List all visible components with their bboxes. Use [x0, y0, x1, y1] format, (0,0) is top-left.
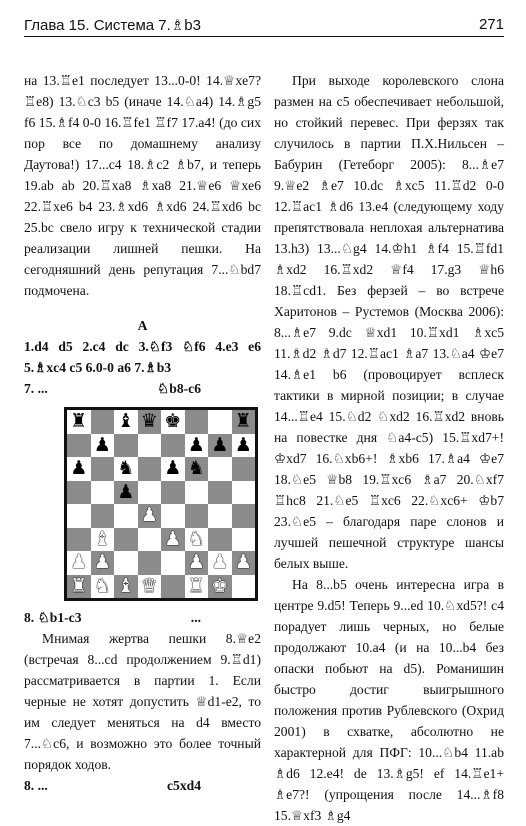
move-8b-row: [24, 775, 261, 796]
black-bishop-icon: ♝: [117, 410, 135, 433]
section-heading: А: [137, 318, 148, 333]
board-square: [138, 434, 162, 458]
board-square: [232, 457, 256, 481]
black-rook-icon: ♜: [70, 410, 88, 433]
board-square: [138, 481, 162, 505]
board-square: [161, 434, 185, 458]
page-header: [24, 8, 504, 37]
move-8-row: [24, 607, 261, 628]
move-8-white: 8. ♘b1-c3: [24, 610, 82, 625]
board-square: [91, 410, 115, 434]
move-8b-black: c5xd4: [167, 778, 201, 793]
white-knight-icon: ♞: [93, 574, 111, 597]
black-pawn-icon: ♟: [211, 433, 229, 456]
board-square: [185, 481, 209, 505]
chess-diagram: [64, 407, 258, 601]
right-column: [274, 70, 504, 826]
white-pawn-icon: ♟: [70, 551, 88, 574]
move-8b-number: 8. ...: [24, 778, 48, 793]
move-7-row: [24, 378, 261, 399]
white-pawn-icon: ♟: [93, 551, 111, 574]
board-square: [67, 481, 91, 505]
board-square: [232, 504, 256, 528]
move-8-black: ...: [190, 610, 201, 625]
board-square: [114, 551, 138, 575]
left-paragraph-1: на 13.♖e1 последует 13...0-0! 14.♕xe7? ♖e8) 13.♘c3 b5 (иначе 14.♘a4) 14.♗g5 f6 15.♗f4 0-0 16.♖fe1 ♖f7 17.a4! (до сих пор все по домашнему анализу Даутова!) 17...c4 18.♗c2 ♗b7, и теперь 19.ab ab 20.♖xa8 ♗xa8 21.♕e6 ♕xe6 22.♖xe6 b4 23.♗xd6 ♗xd6 24.♖xd6 bc 25.bc свело игру к технической стадии реализации лишней пешки. На сегодняшний день репутация 7...♘bd7 подмочена.: [24, 73, 261, 298]
move-7-number: 7. ...: [24, 381, 48, 396]
board-square: [232, 528, 256, 552]
white-pawn-icon: ♟: [164, 527, 182, 550]
board-square: [138, 457, 162, 481]
board-square: [114, 528, 138, 552]
board-square: [138, 528, 162, 552]
board-square: [161, 504, 185, 528]
white-knight-icon: ♞: [187, 527, 205, 550]
black-knight-icon: ♞: [187, 457, 205, 480]
left-column: [24, 70, 261, 796]
white-rook-icon: ♜: [70, 574, 88, 597]
black-pawn-icon: ♟: [187, 433, 205, 456]
board-square: [67, 434, 91, 458]
white-pawn-icon: ♟: [140, 504, 158, 527]
board-square: [91, 504, 115, 528]
opening-main-line: 1.d4 d5 2.c4 dc 3.♘f3 ♘f6 4.e3 e6 5.♗xc4 c5 6.0-0 a6 7.♗b3: [24, 339, 261, 375]
board-square: [208, 410, 232, 434]
white-pawn-icon: ♟: [234, 551, 252, 574]
black-pawn-icon: ♟: [234, 433, 252, 456]
black-queen-icon: ♛: [140, 410, 158, 433]
right-paragraph-2: На 8...b5 очень интересна игра в центре 9.d5! Теперь 9...ed 10.♘xd5?! c4 порадует лишь черных, но белые продолжают 10.a4 (и на 10...b4 без опаски побьют на d5). Романишин быстро достиг выигрышного положения против Рублевского (Охрид 2001) в схватке, абсолютно не характерной для ПФГ: 10...♘b4 11.ab ♗d6 12.e4! de 13.♗g5! ef 14.♖e1+ ♗e7?! (упрощения после 14...♗f8 15.♕xf3 ♗g4: [274, 577, 504, 823]
black-king-icon: ♚: [164, 410, 182, 433]
board-square: [114, 434, 138, 458]
chapter-title: Глава 15. Система 7.♗b3: [24, 17, 201, 34]
white-rook-icon: ♜: [187, 574, 205, 597]
black-pawn-icon: ♟: [93, 433, 111, 456]
board-square: [208, 504, 232, 528]
board-square: [232, 481, 256, 505]
white-bishop-icon: ♝: [117, 574, 135, 597]
board-square: [232, 575, 256, 599]
white-bishop-icon: ♝: [93, 527, 111, 550]
board-square: [91, 481, 115, 505]
black-knight-icon: ♞: [117, 457, 135, 480]
white-king-icon: ♚: [211, 574, 229, 597]
black-pawn-icon: ♟: [117, 480, 135, 503]
white-pawn-icon: ♟: [211, 551, 229, 574]
black-rook-icon: ♜: [234, 410, 252, 433]
board-square: [185, 410, 209, 434]
move-7-black: ♘b8-c6: [157, 381, 201, 396]
board-square: [161, 481, 185, 505]
board-square: [67, 504, 91, 528]
black-pawn-icon: ♟: [70, 457, 88, 480]
white-pawn-icon: ♟: [187, 551, 205, 574]
black-pawn-icon: ♟: [164, 457, 182, 480]
board-square: [208, 528, 232, 552]
page-number: 271: [478, 16, 504, 33]
board-square: [208, 481, 232, 505]
board-square: [161, 551, 185, 575]
board-square: [91, 457, 115, 481]
board-square: [138, 551, 162, 575]
board-square: [114, 504, 138, 528]
white-queen-icon: ♛: [140, 574, 158, 597]
board-square: [67, 528, 91, 552]
right-paragraph-1: При выходе королевского слона размен на c5 обеспечивает небольшой, но стойкий перевес. При ферзях так случилось в партии П.Х.Нильсен – Бабурин (Гетеборг 2005): 8...♗e7 9.♕e2 ♗e7 10.dc ♗xc5 11.♖d2 0-0 12.♖ac1 ♗d6 13.e4 (следующему ходу препятствовала неплохая альтернатива 13.h3) 13...♘g4 14.♔h1 ♗f4 15.♖fd1 ♗xd2 16.♖xd2 ♕f4 17.g3 ♕h6 18.♖cd1. Без ферзей – во встрече Харитонов – Рустемов (Москва 2006): 8...♗e7 9.dc ♕xd1 10.♖xd1 ♗xc5 11.♗d2 ♗d7 12.♖ac1 ♗a7 13.♘a4 ♔e7 14.♗e1 b6 (провоцирует всплеск тактики в мирной позиции; в случае 14...♖e4 15.♘d2 ♘xd2 16.♖xd2 вновь на повестке дня ♘a4-c5) 15.♖xd7+! ♔xd7 16.♘xb6+! ♗xb6 17.♗a4 ♔e7 18.♘e5 ♕b8 19.♖xc6 ♗a7 20.♘xf7 ♖hc8 21.♘e5 ♖xc6 22.♘xc6+ ♔b7 23.♘e5 – благодаря паре слонов и лучшей пешечной структуре шансы белых выше.: [274, 73, 504, 571]
board-square: [161, 575, 185, 599]
left-paragraph-2: Мнимая жертва пешки 8.♕e2 (встречая 8...cd продолжением 9.♖d1) рассматривается в партии 1. Если черные не хотят допустить ♕d1-e2, то им следует меняться на d4 вместо 7...♘c6, и возможно это более точный порядок ходов.: [24, 631, 261, 772]
board-square: [185, 504, 209, 528]
board-square: [208, 457, 232, 481]
